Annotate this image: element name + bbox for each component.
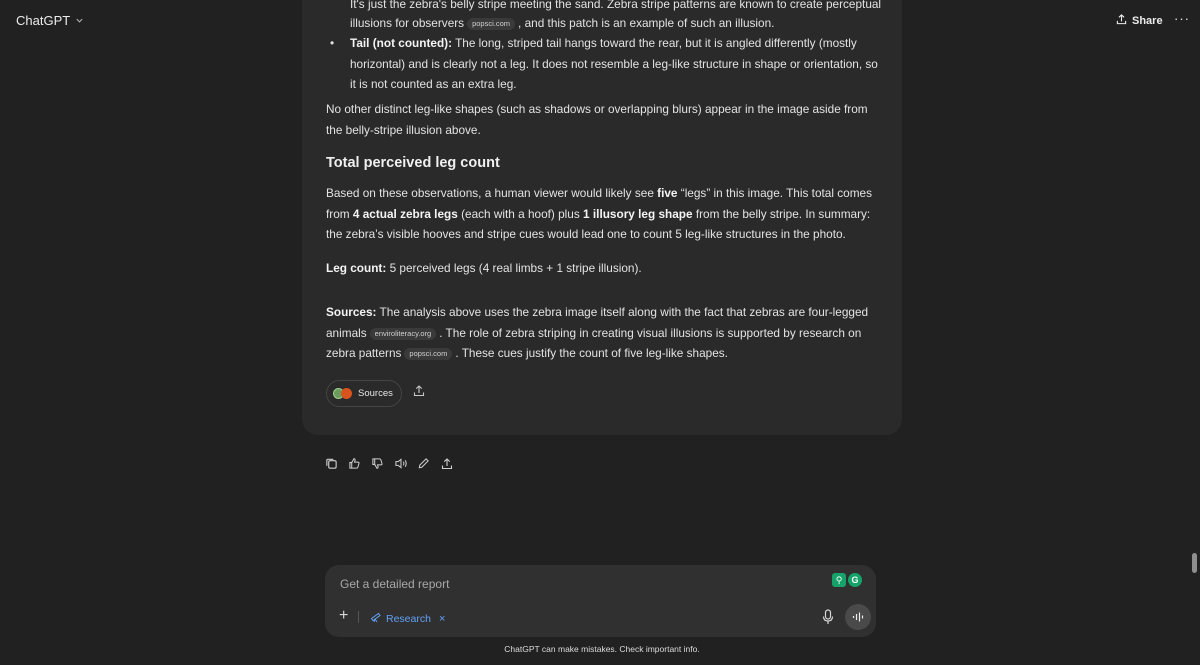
bullet-1-continuation: illusions for observers popsci.com , and this patch is an example of such an illusion.	[350, 16, 775, 30]
close-icon[interactable]: ×	[438, 612, 446, 625]
bullet-label: Tail (not counted):	[350, 36, 453, 50]
model-selector[interactable]	[16, 13, 84, 28]
more-options-button[interactable]: ···	[1174, 11, 1190, 26]
paragraph-sources: Sources: The analysis above uses the zebra image itself along with the fact that zebras are four-legged animals enviroliteracy.org . The role of zebra striping in creating visual illusions is supported by research on zebra patterns popsci.com . These cues justify the count of five leg-like shapes.	[326, 305, 869, 360]
sources-button[interactable]	[326, 380, 402, 407]
microphone-icon[interactable]	[822, 609, 834, 625]
chat-app: ChatGPT Share ··· It's just the zebra's belly stripe meeting the sand. Zebra stripe patterns are known to create perceptual illusions for observers popsci.com , and this patch is an example of such an illusion. • Tail (not counted): The long, striped tail hangs toward the rear, but it is angled differently (mostly horizontal) and is clearly not a leg. It does not resemble a leg-like structure in shape or orientation, so it is not counted as an extra leg. No other distinct leg-like shapes (such as shadows or overlapping blurs) appear in the image aside from the belly-stripe illusion above. Total perceived leg count Based on these observations, a human viewer would likely see five “legs” in this image. This total comes from 4 actual zebra legs (each with a hoof) plus 1 illusory leg shape from the belly stripe. In summary: the zebra’s visible hooves and stripe cues would lead one to count 5 leg-like structures in the photo. Leg count: 5 perceived legs (4 real limbs + 1 stripe illusion). Sources: The analysis above uses the zebra image itself along with the fact that zebras are four-legged animals enviroliteracy.org . The role of zebra striping in creating visual illusions is supported by research on zebra patterns popsci.com . These cues justify the count of five leg-like shapes. Sources Get a detailed report ⚲ G + Research × ChatGPT can make mistakes. Check important info.	[0, 0, 1200, 665]
brand-label: ChatGPT	[16, 13, 71, 28]
message-line-clipped: It's just the zebra's belly stripe meeting the sand. Zebra stripe patterns are known to create perceptual	[350, 0, 882, 11]
composer	[325, 565, 876, 637]
citation-pill[interactable]: enviroliteracy.org	[370, 328, 437, 340]
voice-mode-button[interactable]	[845, 604, 871, 630]
share-icon[interactable]	[439, 456, 454, 471]
research-label: Research	[386, 612, 431, 625]
paragraph-no-other: No other distinct leg-like shapes (such as shadows or overlapping blurs) appear in the image aside from the belly-stripe illusion above.	[326, 102, 868, 137]
read-aloud-icon[interactable]	[393, 456, 408, 471]
sources-label: Sources	[358, 388, 393, 399]
chevron-down-icon	[75, 16, 84, 28]
scrollbar-thumb[interactable]	[1192, 553, 1197, 573]
copy-icon[interactable]	[324, 456, 339, 471]
bullet-dot: •	[330, 36, 335, 50]
thumbs-up-icon[interactable]	[347, 456, 362, 471]
prompt-input[interactable]: Get a detailed report	[340, 577, 450, 591]
telescope-icon	[370, 611, 382, 626]
share-button[interactable]	[1116, 14, 1163, 28]
add-attachment-button[interactable]: +	[339, 607, 349, 624]
divider	[358, 611, 359, 623]
share-label: Share	[1132, 15, 1163, 27]
share-icon[interactable]	[413, 385, 425, 400]
research-tool-chip[interactable]	[370, 611, 445, 626]
thumbs-down-icon[interactable]	[370, 456, 385, 471]
paragraph-leg-count: Leg count: 5 perceived legs (4 real limbs + 1 stripe illusion).	[326, 261, 642, 275]
citation-pill[interactable]: popsci.com	[404, 348, 452, 360]
citation-pill[interactable]: popsci.com	[467, 18, 515, 30]
extension-icons	[832, 573, 862, 587]
source-favicons	[333, 388, 352, 399]
edit-icon[interactable]	[416, 456, 431, 471]
location-pin-icon[interactable]: ⚲	[832, 573, 846, 587]
message-actions	[324, 456, 454, 471]
paragraph-observations: Based on these observations, a human viewer would likely see five “legs” in this image. This total comes from 4 actual zebra legs (each with a hoof) plus 1 illusory leg shape from the belly stripe. In summary: the zebra’s visible hooves and stripe cues would lead one to count 5 leg-like structures in the photo.	[326, 186, 872, 241]
grammarly-icon[interactable]: G	[848, 573, 862, 587]
section-heading: Total perceived leg count	[326, 155, 500, 171]
share-icon	[1116, 14, 1127, 28]
disclaimer: ChatGPT can make mistakes. Check important info.	[504, 644, 700, 654]
